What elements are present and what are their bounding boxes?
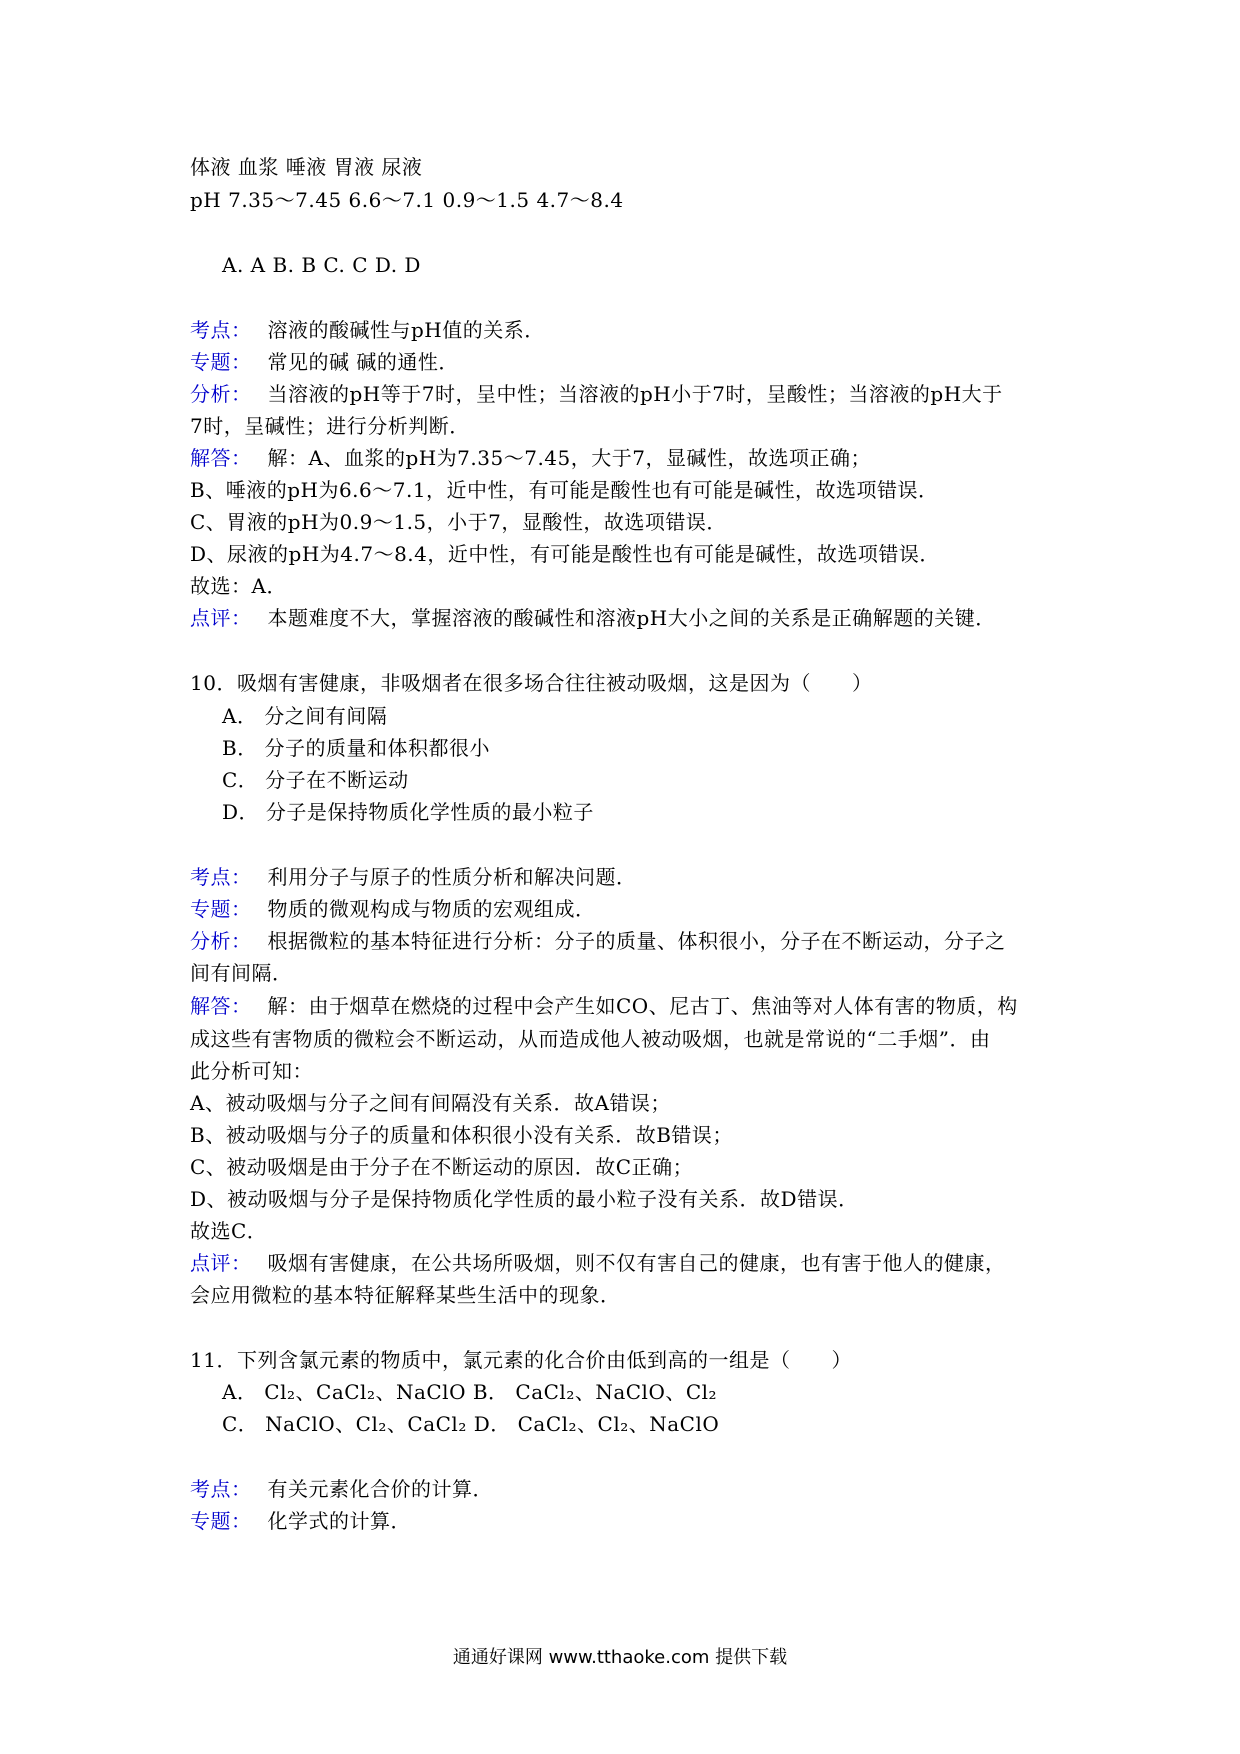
zhuanti-tag: 专题：	[190, 350, 252, 374]
q11-kaodian	[190, 1479, 493, 1499]
jieda-tag: 解答：	[190, 446, 252, 470]
q9-jieda-d: D、尿液的pH为4.7～8.4，近中性，有可能是酸性也有可能是碱性，故选项错误．	[190, 542, 940, 566]
q9-answer: 故选：A．	[190, 574, 287, 598]
kaodian-tag: 考点：	[190, 865, 252, 889]
q10-answer: 故选C．	[190, 1219, 268, 1243]
q10-dianping	[190, 1253, 1006, 1273]
kaodian-tag: 考点：	[190, 1477, 252, 1501]
jieda-text: 解：A、血浆的pH为7.35～7.45，大于7，显碱性，故选项正确；	[267, 446, 871, 470]
fenxi-text: 根据微粒的基本特征进行分析：分子的质量、体积很小，分子在不断运动，分子之	[267, 929, 1006, 953]
zhuanti-tag: 专题：	[190, 1509, 252, 1533]
kaodian-text: 溶液的酸碱性与pH值的关系．	[267, 318, 545, 342]
zhuanti-text: 物质的微观构成与物质的宏观组成．	[267, 897, 596, 921]
q11-options-row1: A． Cl₂、CaCl₂、NaClO B． CaCl₂、NaClO、Cl₂	[222, 1380, 718, 1404]
q10-jieda-c: C、被动吸烟是由于分子在不断运动的原因．故C正确；	[190, 1155, 694, 1179]
q9-zhuanti	[190, 352, 459, 372]
q10-jieda-2: 成这些有害物质的微粒会不断运动，从而造成他人被动吸烟，也就是常说的“二手烟”．由	[190, 1027, 991, 1051]
dianping-text: 吸烟有害健康，在公共场所吸烟，则不仅有害自己的健康，也有害于他人的健康，	[267, 1251, 1006, 1275]
q10-option-d: D． 分子是保持物质化学性质的最小粒子	[222, 800, 594, 824]
q10-kaodian	[190, 867, 637, 887]
q9-fenxi	[190, 384, 1003, 404]
q10-option-b: B． 分子的质量和体积都很小	[222, 736, 491, 760]
dianping-tag: 点评：	[190, 606, 252, 630]
table-header-row: 体液 血浆 唾液 胃液 尿液	[190, 155, 423, 179]
q9-jieda-c: C、胃液的pH为0.9～1.5，小于7，显酸性，故选项错误．	[190, 510, 727, 534]
zhuanti-tag: 专题：	[190, 897, 252, 921]
q11-stem: 11．下列含氯元素的物质中，氯元素的化合价由低到高的一组是（ ）	[190, 1348, 852, 1372]
q9-options: A. A B. B C. C D. D	[222, 253, 421, 277]
table-ph-row: pH 7.35～7.45 6.6～7.1 0.9～1.5 4.7～8.4	[190, 188, 624, 212]
fenxi-tag: 分析：	[190, 929, 252, 953]
q9-kaodian	[190, 320, 545, 340]
q10-zhuanti	[190, 899, 596, 919]
dianping-tag: 点评：	[190, 1251, 252, 1275]
zhuanti-text: 化学式的计算．	[267, 1509, 411, 1533]
jieda-text: 解：由于烟草在燃烧的过程中会产生如CO、尼古丁、焦油等对人体有害的物质，构	[267, 994, 1018, 1018]
q11-options-row2: C． NaClO、Cl₂、CaCl₂ D． CaCl₂、Cl₂、NaClO	[222, 1412, 720, 1436]
dianping-text: 本题难度不大，掌握溶液的酸碱性和溶液pH大小之间的关系是正确解题的关键．	[267, 606, 996, 630]
footer-credit: 通通好课网 www.tthaoke.com 提供下载	[452, 1647, 788, 1668]
q10-fenxi-cont: 间有间隔．	[190, 961, 293, 985]
kaodian-text: 有关元素化合价的计算．	[267, 1477, 493, 1501]
q10-fenxi	[190, 931, 1006, 951]
kaodian-text: 利用分子与原子的性质分析和解决问题．	[267, 865, 637, 889]
q9-jieda-b: B、唾液的pH为6.6～7.1，近中性，有可能是酸性也有可能是碱性，故选项错误．	[190, 478, 939, 502]
q10-dianping-cont: 会应用微粒的基本特征解释某些生活中的现象．	[190, 1283, 621, 1307]
q11-zhuanti	[190, 1511, 411, 1531]
q10-jieda	[190, 996, 1018, 1016]
q10-jieda-b: B、被动吸烟与分子的质量和体积很小没有关系．故B错误；	[190, 1123, 733, 1147]
q10-option-c: C． 分子在不断运动	[222, 768, 409, 792]
q9-jieda	[190, 448, 871, 468]
kaodian-tag: 考点：	[190, 318, 252, 342]
q10-stem: 10．吸烟有害健康，非吸烟者在很多场合往往被动吸烟，这是因为（ ）	[190, 671, 873, 695]
jieda-tag: 解答：	[190, 994, 252, 1018]
q10-jieda-d: D、被动吸烟与分子是保持物质化学性质的最小粒子没有关系．故D错误．	[190, 1187, 859, 1211]
zhuanti-text: 常见的碱 碱的通性．	[267, 350, 459, 374]
q10-option-a: A． 分之间有间隔	[222, 704, 388, 728]
fenxi-text: 当溶液的pH等于7时，呈中性；当溶液的pH小于7时，呈酸性；当溶液的pH大于	[267, 382, 1003, 406]
q10-jieda-a: A、被动吸烟与分子之间有间隔没有关系．故A错误；	[190, 1091, 671, 1115]
q10-jieda-3: 此分析可知：	[190, 1059, 313, 1083]
q9-dianping	[190, 608, 996, 628]
q9-fenxi-cont: 7时，呈碱性；进行分析判断．	[190, 414, 470, 438]
fenxi-tag: 分析：	[190, 382, 252, 406]
